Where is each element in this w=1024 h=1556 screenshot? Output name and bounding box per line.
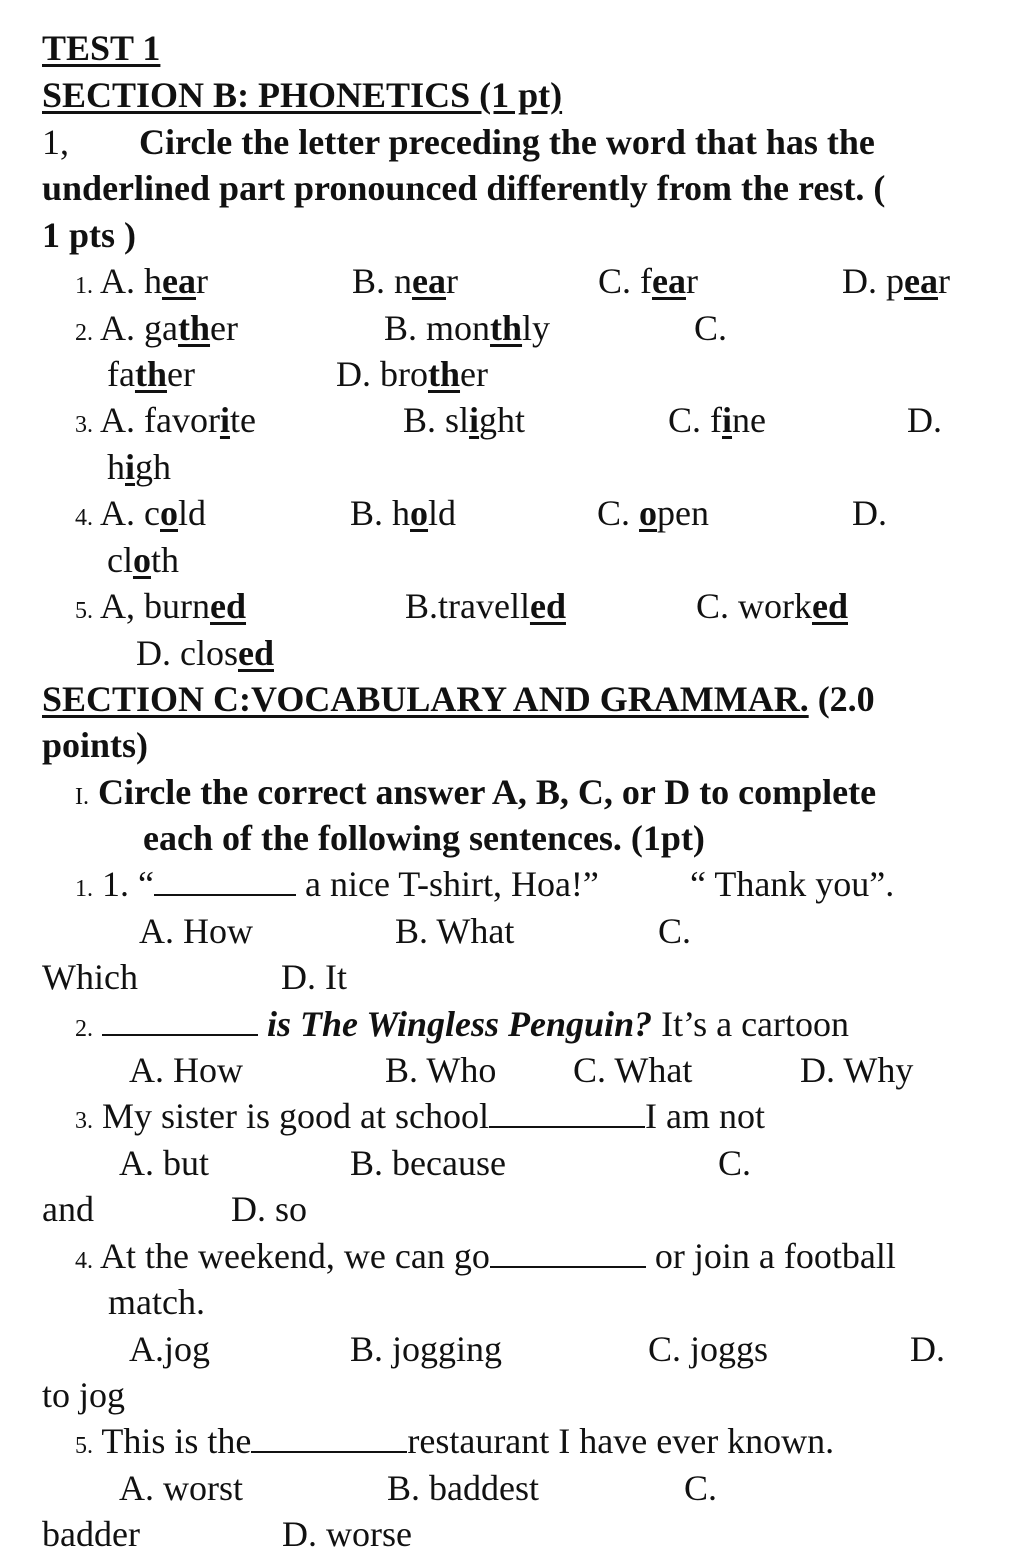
option-a[interactable]: A. hear	[100, 261, 208, 301]
phonetics-q2-option-c-label[interactable]: C.	[694, 308, 728, 348]
grammar-q2: 2. is The Wingless Penguin? It’s a cartoon	[75, 1004, 850, 1044]
grammar-q1: 1. 1. “ a nice T-shirt, Hoa!”	[75, 864, 599, 904]
grammar-q5-option-b[interactable]: B. baddest	[387, 1468, 539, 1508]
instruction-line-2: underlined part pronounced differently from the rest. (	[42, 168, 886, 208]
grammar-q4-option-d-label[interactable]: D.	[910, 1329, 945, 1369]
grammar-q2-option-b[interactable]: B. Who	[385, 1050, 497, 1090]
phonetics-q3-option-b[interactable]: B. slight	[403, 400, 526, 440]
question-number: 1.	[75, 876, 93, 902]
grammar-q4-option-c[interactable]: C. joggs	[648, 1329, 769, 1369]
phonetics-q3-option-d[interactable]: high	[107, 447, 172, 487]
grammar-q3-option-a[interactable]: A. but	[119, 1143, 209, 1183]
phonetics-q1-option-b[interactable]: B. near	[352, 261, 458, 301]
grammar-q1-option-c[interactable]: Which	[42, 957, 138, 997]
phonetics-q3	[75, 398, 256, 447]
question-number: 2.	[75, 1016, 93, 1042]
grammar-q5-option-c[interactable]: badder	[42, 1514, 140, 1554]
part-1-instruction-line-2: each of the following sentences. (1pt)	[143, 818, 705, 858]
question-number: 2.	[75, 320, 93, 346]
phonetics-q4-option-d-label[interactable]: D.	[852, 493, 887, 533]
instruction-line-3: 1 pts )	[42, 215, 137, 255]
answer-blank[interactable]	[154, 864, 296, 896]
grammar-q5-option-a[interactable]: A. worst	[119, 1468, 243, 1508]
option-a[interactable]: A. cold	[100, 493, 207, 533]
grammar-q5-option-d[interactable]: D. worse	[282, 1514, 412, 1554]
grammar-q1-reply: “ Thank you”.	[690, 864, 895, 904]
phonetics-q2-option-d[interactable]: D. brother	[336, 354, 488, 394]
grammar-q4-option-d[interactable]: to jog	[42, 1375, 126, 1415]
grammar-q3-option-c-label[interactable]: C.	[718, 1143, 752, 1183]
question-number: 5.	[75, 1433, 93, 1459]
answer-blank[interactable]	[489, 1096, 645, 1128]
grammar-q5: 5. This is the restaurant I have ever known.	[75, 1421, 835, 1461]
grammar-q2-option-c[interactable]: C. What	[573, 1050, 693, 1090]
grammar-q4: 4. At the weekend, we can go or join a football	[75, 1236, 896, 1276]
grammar-q3: 3. My sister is good at school I am not	[75, 1096, 765, 1136]
grammar-q3-option-d[interactable]: D. so	[231, 1189, 308, 1229]
phonetics-q5-option-d[interactable]: D. closed	[136, 633, 274, 673]
grammar-q4-option-a[interactable]: A.jog	[129, 1329, 210, 1369]
question-number: 1.	[75, 273, 93, 299]
grammar-q2-option-a[interactable]: A. How	[129, 1050, 243, 1090]
phonetics-q1-option-c[interactable]: C. fear	[598, 261, 698, 301]
grammar-q5-option-c-label[interactable]: C.	[684, 1468, 718, 1508]
question-number: 5.	[75, 598, 93, 624]
grammar-q1-option-b[interactable]: B. What	[395, 911, 515, 951]
phonetics-q5-option-b[interactable]: B.travelled	[405, 586, 566, 626]
option-a[interactable]: A, burned	[100, 586, 247, 626]
part-number: I.	[75, 784, 89, 810]
grammar-q2-option-d[interactable]: D. Why	[800, 1050, 914, 1090]
phonetics-q2-option-c[interactable]: father	[107, 354, 195, 394]
section-b-heading: SECTION B: PHONETICS (1 pt)	[42, 75, 563, 115]
answer-blank[interactable]	[490, 1236, 646, 1268]
section-c-heading: SECTION C:VOCABULARY AND GRAMMAR. (2.0	[42, 679, 875, 719]
grammar-q1-option-a[interactable]: A. How	[139, 911, 253, 951]
phonetics-q5	[75, 584, 246, 633]
question-number: 4.	[75, 1248, 93, 1274]
option-a[interactable]: A. gather	[100, 308, 238, 348]
question-number: 3.	[75, 412, 93, 438]
phonetics-q3-option-d-label[interactable]: D.	[907, 400, 942, 440]
instruction-line-1: Circle the letter preceding the word that has the	[139, 122, 875, 162]
phonetics-q2-option-b[interactable]: B. monthly	[384, 308, 551, 348]
phonetics-q4-option-c[interactable]: C. open	[597, 493, 709, 533]
part-1-instruction: I. Circle the correct answer A, B, C, or D to complete	[75, 772, 877, 812]
answer-blank[interactable]	[102, 1004, 258, 1036]
phonetics-q4	[75, 491, 206, 540]
grammar-q1-option-d[interactable]: D. It	[281, 957, 347, 997]
question-number: 4.	[75, 505, 93, 531]
phonetics-q4-option-b[interactable]: B. hold	[350, 493, 457, 533]
option-a[interactable]: A. favorite	[100, 400, 256, 440]
section-c-heading-line-2: points)	[42, 725, 149, 765]
question-number: 3.	[75, 1108, 93, 1134]
phonetics-q5-option-c[interactable]: C. worked	[696, 586, 848, 626]
phonetics-q1-option-d[interactable]: D. pear	[842, 261, 950, 301]
phonetics-q3-option-c[interactable]: C. fine	[668, 400, 766, 440]
grammar-q4-option-b[interactable]: B. jogging	[350, 1329, 503, 1369]
instruction-number: 1,	[42, 122, 69, 162]
grammar-q1-option-c-label[interactable]: C.	[658, 911, 692, 951]
answer-blank[interactable]	[251, 1421, 407, 1453]
test-title: TEST 1	[42, 28, 161, 68]
phonetics-q1	[75, 259, 208, 308]
phonetics-q2	[75, 306, 238, 355]
grammar-q3-option-b[interactable]: B. because	[350, 1143, 506, 1183]
grammar-q4-line-2: match.	[108, 1282, 205, 1322]
grammar-q3-option-c[interactable]: and	[42, 1189, 94, 1229]
phonetics-q4-option-d[interactable]: cloth	[107, 540, 179, 580]
